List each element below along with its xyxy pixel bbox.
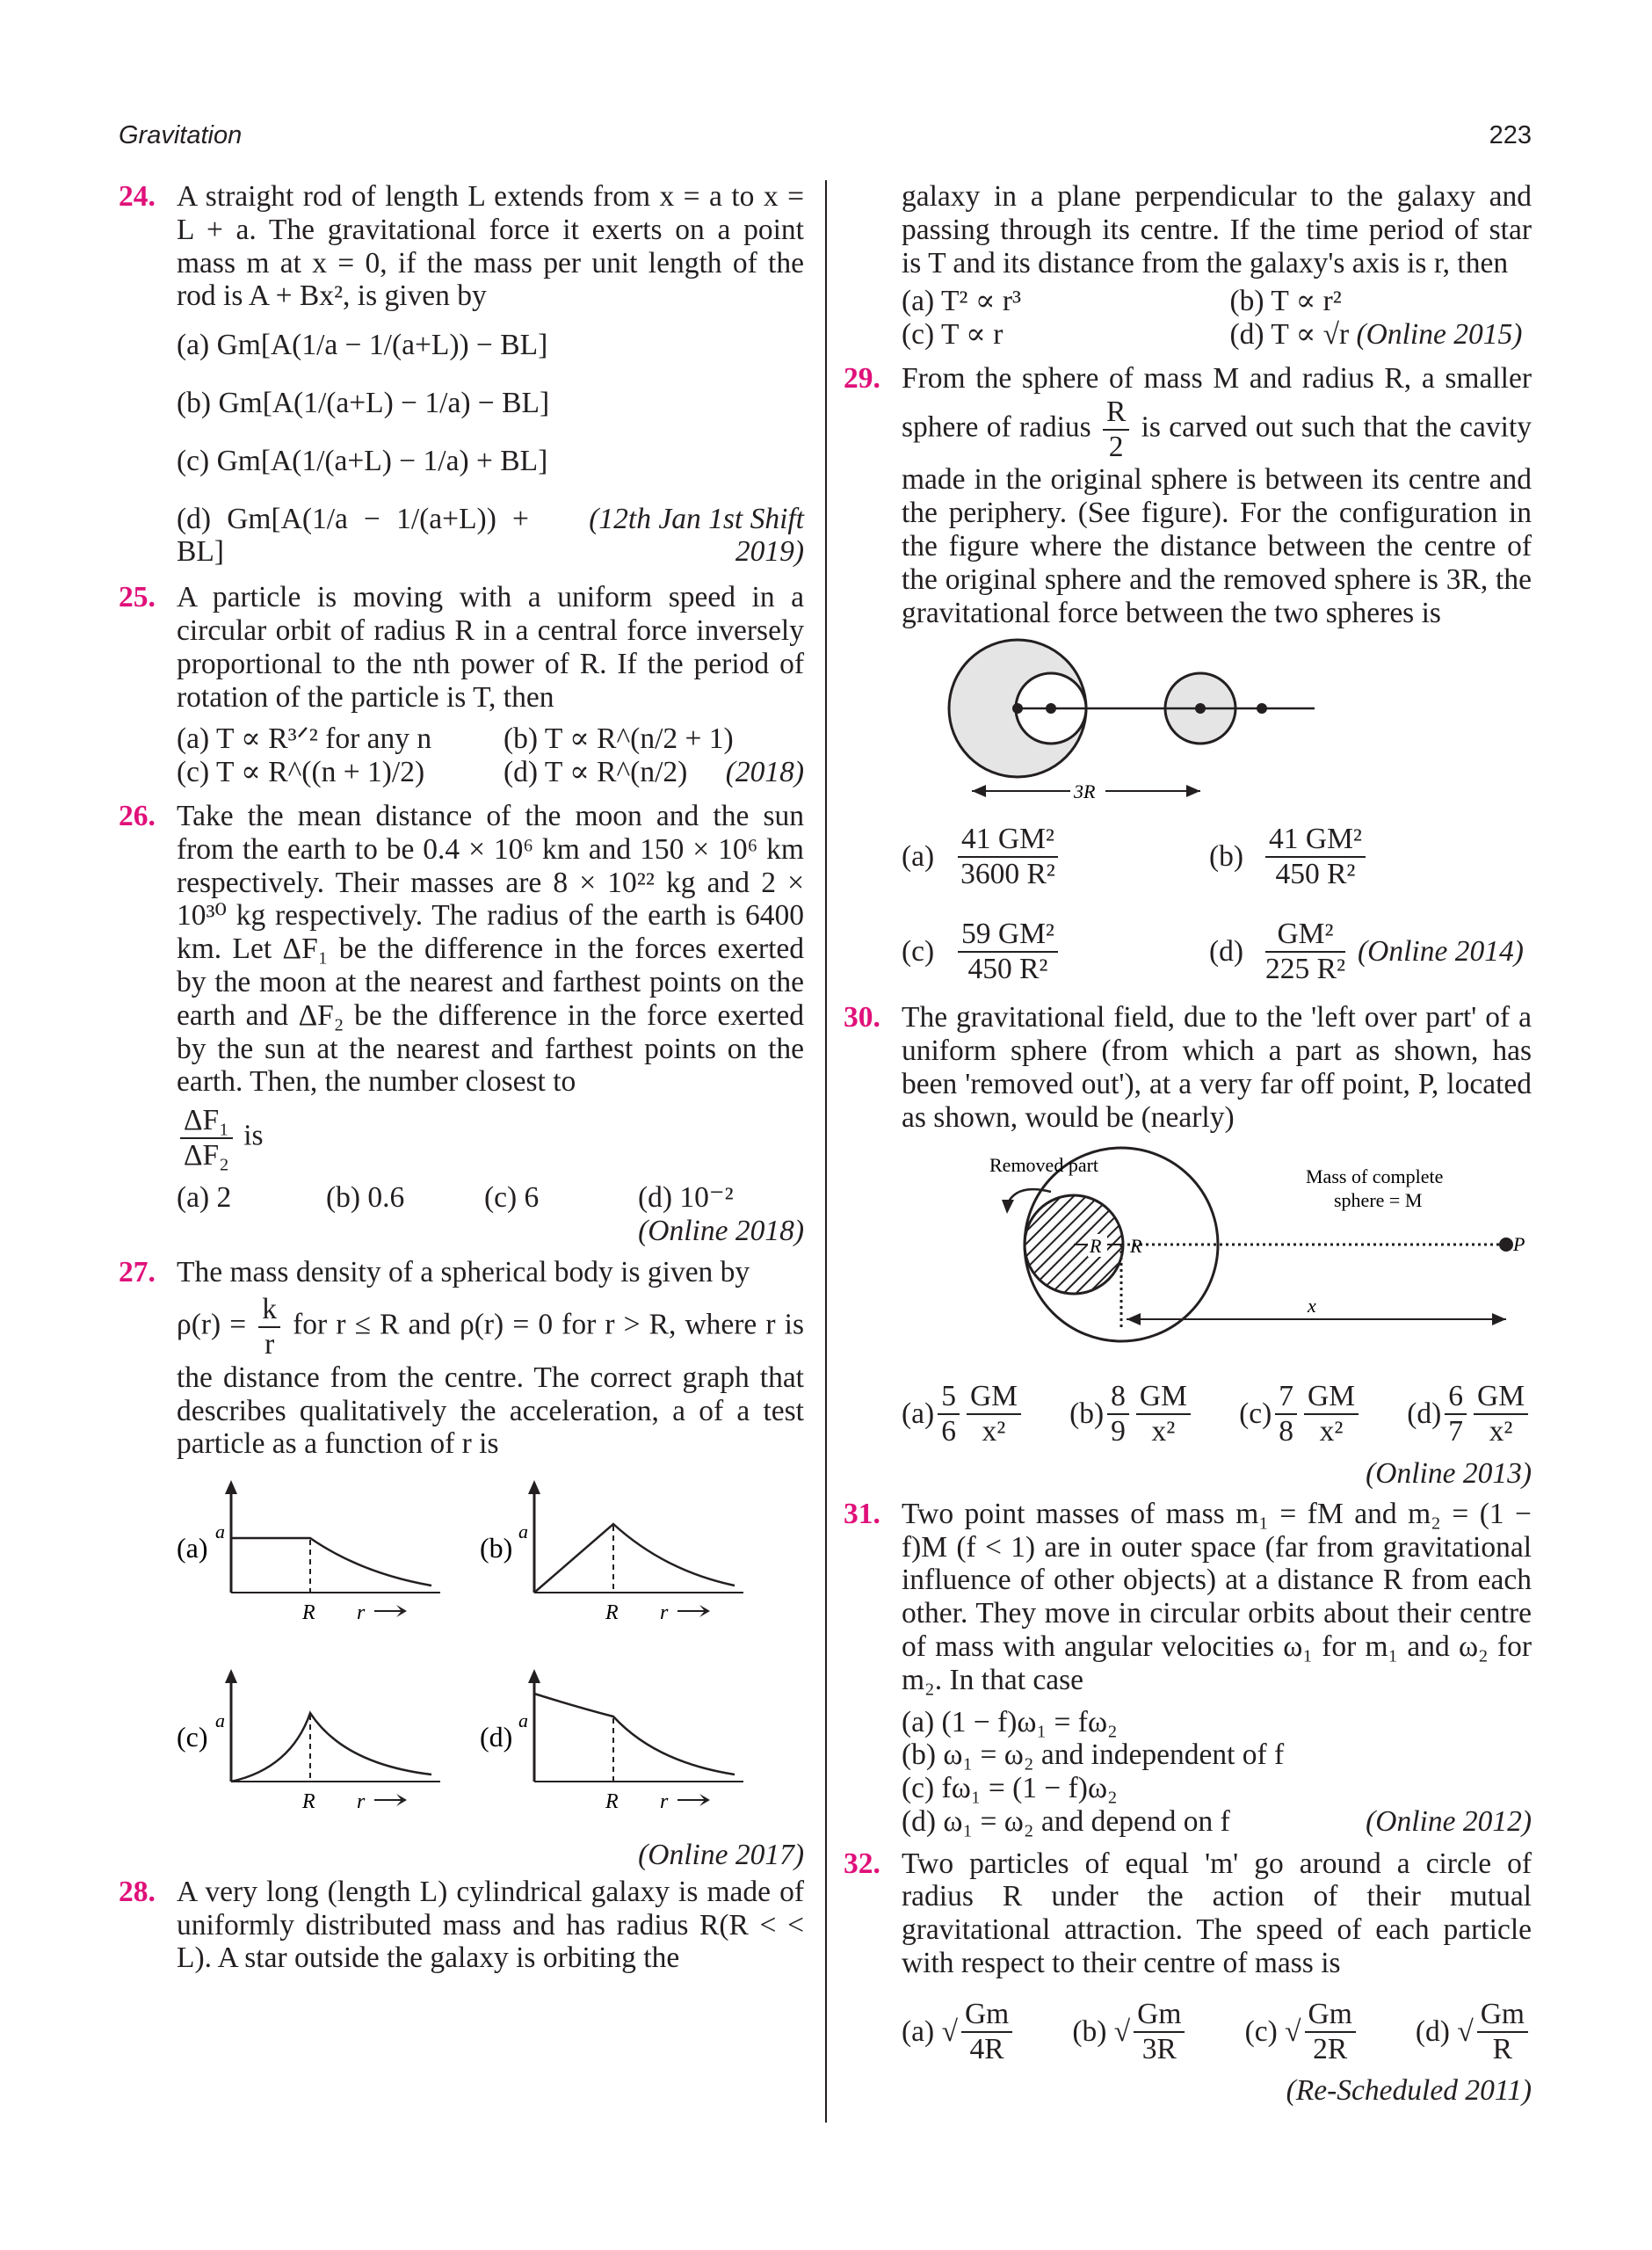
q26-source: (Online 2018): [638, 1214, 804, 1247]
q26-options: [119, 1181, 804, 1248]
q26-option-c[interactable]: (c) 6: [484, 1180, 540, 1214]
question-27: [119, 1256, 804, 1461]
question-number: 30.: [844, 1001, 880, 1034]
svg-text:(a): (a): [177, 1532, 208, 1564]
svg-text:x: x: [1308, 1294, 1316, 1317]
q31-option-d-row: [902, 1805, 1532, 1839]
q29-figure: [844, 638, 1532, 809]
removed-part-diagram: [902, 1143, 1532, 1359]
question-number: 31.: [844, 1497, 880, 1530]
q25-option-b[interactable]: (b) T ∝ R^(n/2 + 1): [504, 722, 734, 756]
question-text: From the sphere of mass M and radius R, a smaller sphere of radius $\frac{R}{2}$ is carved out such that the cavity made in the original sphere is between its centre and the periphery. (See figure). For the configuration in the figure where the distance between the centre of the original sphere and the removed sphere is 3R, the gravitational force between the two spheres is: [902, 361, 1532, 629]
q31-option-c[interactable]: (c) fω₁ = (1 − f)ω₂: [902, 1772, 1118, 1805]
q24-source: (12th Jan 1st Shift 2019): [589, 502, 804, 569]
question-number: 28.: [119, 1875, 156, 1908]
q31-options: [844, 1706, 1532, 1839]
q30-option-a[interactable]: (a) $\frac{5}{6}$ $\frac{GM}{\text{x²}}$: [902, 1380, 1025, 1448]
q30-option-b[interactable]: (b) $\frac{8}{9}$ $\frac{GM}{\text{x²}}$: [1069, 1380, 1194, 1448]
q29-option-a[interactable]: (a) $\frac{\text{41 GM²}}{\text{3600 R²}}$: [902, 823, 1209, 891]
svg-text:r: r: [660, 1601, 669, 1625]
q25-option-a[interactable]: (a) T ∝ R³ᐟ² for any n: [177, 722, 432, 756]
cavity-sphere-diagram: [902, 638, 1532, 801]
svg-text:r: r: [357, 1601, 366, 1625]
question-number: 32.: [844, 1847, 880, 1880]
question-31: [844, 1498, 1532, 1697]
q27-graph-c[interactable]: [177, 1669, 440, 1813]
svg-text:R: R: [605, 1601, 619, 1625]
question-text: The mass density of a spherical body is given by: [177, 1256, 750, 1289]
svg-text:R: R: [605, 1790, 619, 1814]
q32-source: (Re-Scheduled 2011): [1286, 2074, 1532, 2108]
svg-text:a: a: [215, 1709, 225, 1732]
column-divider: [825, 180, 827, 2123]
question-32: [844, 1847, 1532, 1980]
question-number: 29.: [844, 361, 880, 395]
question-text: A straight rod of length L extends from x = a to x = L + a. The gravitational force it exerts on a point mass m at x = 0, if the mass per unit length of the rod is A + Bx², is given by: [177, 180, 804, 313]
q24-option-d[interactable]: (d) Gm[A(1/a − 1/(a+L)) + BL] (12th Jan 1st Shift 2019): [177, 502, 804, 569]
svg-text:sphere = M: sphere = M: [1334, 1188, 1423, 1211]
q29-options: [844, 814, 1532, 994]
q30-source: (Online 2013): [1366, 1456, 1532, 1490]
svg-text:Mass of complete: Mass of complete: [1306, 1165, 1444, 1187]
q27-graph-a[interactable]: [177, 1480, 440, 1624]
svg-text:R: R: [302, 1790, 315, 1814]
q24-option-a[interactable]: (a) Gm[A(1/a − 1/(a+L)) − BL]: [177, 329, 548, 362]
q27-graph-d[interactable]: [480, 1669, 743, 1813]
q26-option-a[interactable]: (a) 2: [177, 1180, 232, 1214]
q24-option-c[interactable]: (c) Gm[A(1/(a+L) − 1/a) + BL]: [177, 444, 548, 477]
q28-option-b[interactable]: (b) T ∝ r²: [1229, 285, 1342, 318]
svg-text:(c): (c): [177, 1721, 208, 1753]
q25-option-c[interactable]: (c) T ∝ R^((n + 1)/2): [177, 756, 425, 789]
sqrt-icon: √: [1457, 2014, 1474, 2048]
page-number: 223: [1489, 121, 1532, 149]
chapter-title: Gravitation: [119, 121, 243, 149]
q27-source: (Online 2017): [638, 1839, 804, 1872]
q28-option-a[interactable]: (a) T² ∝ r³: [902, 285, 1022, 318]
q28-option-d[interactable]: (d) T ∝ √r: [1229, 318, 1350, 352]
q31-option-b[interactable]: (b) ω₁ = ω₂ and independent of f: [902, 1738, 1285, 1772]
q32-option-b[interactable]: (b) √ $\frac{Gm}{3R}$: [1072, 1998, 1188, 2066]
q30-figure: [844, 1143, 1532, 1367]
left-column: [119, 180, 804, 1984]
q32-options: [844, 1989, 1532, 2108]
question-26: [119, 800, 804, 1172]
svg-text:R: R: [1130, 1234, 1142, 1257]
q26-ratio: $\frac{\text{ΔF₁}}{\text{ΔF₂}}$ is: [177, 1104, 804, 1172]
q26-option-d[interactable]: (d) 10⁻²: [638, 1180, 734, 1214]
question-text: Two particles of equal 'm' go around a circle of radius R under the action of their mutual gravitational attraction. The speed of each particle with respect to their centre of mass is: [902, 1847, 1532, 1980]
q27-density: ρ(r) = $\frac{k}{r}$ for r ≤ R and ρ(r) = 0 for r > R, where r is the distance from the centre. The correct graph that describes qualitatively the acceleration, a of a test particle as a function of r is: [177, 1293, 804, 1461]
question-text: A very long (length L) cylindrical galaxy is made of uniformly distributed mass and has radius R(R < < L). A star outside the galaxy is orbiting the: [177, 1875, 804, 1975]
svg-text:r: r: [357, 1790, 366, 1814]
question-number: 26.: [119, 799, 156, 832]
svg-text:a: a: [518, 1709, 528, 1732]
q28-option-d-row: [1230, 318, 1532, 352]
question-28: [119, 1876, 804, 1975]
svg-text:a: a: [518, 1521, 528, 1543]
q29-source: (Online 2014): [1358, 934, 1524, 968]
q27-graph-b[interactable]: [480, 1480, 743, 1624]
q28-continued: galaxy in a plane perpendicular to the galaxy and passing through its centre. If the time period of star is T and its distance from the galaxy's axis is r, then: [902, 180, 1532, 279]
q28-option-c[interactable]: (c) T ∝ r: [902, 318, 1004, 352]
q25-options: [119, 722, 804, 789]
question-number: 25.: [119, 581, 156, 614]
sqrt-icon: √: [941, 2014, 958, 2048]
question-29: [844, 362, 1532, 629]
svg-text:Removed part: Removed part: [989, 1153, 1099, 1176]
question-number: 24.: [119, 180, 156, 213]
q32-option-c[interactable]: (c) √ $\frac{Gm}{2R}$: [1245, 1998, 1359, 2066]
svg-text:P: P: [1513, 1232, 1525, 1255]
q29-option-d[interactable]: (d) $\frac{\text{GM²}}{\text{225 R²}}$ (Online 2014): [1209, 917, 1524, 985]
q32-option-d[interactable]: (d) √ $\frac{Gm}{R}$: [1416, 1998, 1532, 2066]
question-number: 27.: [119, 1256, 156, 1289]
question-25: [119, 581, 804, 714]
q31-option-a[interactable]: (a) (1 − f)ω₁ = fω₂: [902, 1705, 1118, 1738]
sqrt-icon: √: [1113, 2014, 1131, 2048]
q27-graph-set: [177, 1470, 804, 1839]
svg-text:(d): (d): [480, 1721, 513, 1753]
svg-text:3R: 3R: [1074, 780, 1096, 802]
ratio-fraction: $\frac{\text{ΔF₁}}{\text{ΔF₂}}$: [180, 1104, 233, 1172]
q31-option-d[interactable]: (d) ω₁ = ω₂ and depend on f: [902, 1804, 1230, 1838]
svg-text:R: R: [1090, 1234, 1102, 1257]
q25-source: (2018): [725, 756, 804, 789]
q32-option-a[interactable]: (a) √ $\frac{Gm}{4R}$: [902, 1998, 1016, 2066]
q29-option-c[interactable]: (c) $\frac{\text{59 GM²}}{\text{450 R²}}$: [902, 918, 1209, 986]
q31-source: (Online 2012): [1366, 1804, 1532, 1838]
q25-option-d-row: [504, 756, 804, 789]
question-text: Two point masses of mass m₁ = fM and m₂ = (1 − f)M (f < 1) are in outer space (far from gravitational influence of other objects) at a distance R from each other. They move in circular orbits about their centre of mass with angular velocities ω₁ for m₁ and ω₂ for m₂. In that case: [902, 1497, 1532, 1696]
q28-options: [844, 285, 1532, 352]
question-text: Take the mean distance of the moon and the sun from the earth to be 0.4 × 10⁶ km and 150 × 10⁶ km respectively. Their masses are 8 × 10²² kg and 2 × 10³⁰ kg respectively. The radius of the earth is 6400 km. Let ΔF₁ be the difference in the forces exerted by the moon at the nearest and farthest points on the earth and ΔF₂ be the difference in the force exerted by the sun at the nearest and farthest points on the earth. Then, the number closest to: [177, 799, 804, 1099]
svg-text:(b): (b): [480, 1532, 513, 1564]
question-text: The gravitational field, due to the 'left over part' of a uniform sphere (from which a part as shown, has been 'removed out'), at a very far off point, P, located as shown, would be (nearly): [902, 1001, 1532, 1134]
svg-text:r: r: [660, 1790, 669, 1814]
q26-option-b[interactable]: (b) 0.6: [326, 1180, 405, 1214]
question-text: A particle is moving with a uniform speed in a circular orbit of radius R in a central force inversely proportional to the nth power of R. If the period of rotation of the particle is T, then: [177, 581, 804, 714]
q30-options: [844, 1371, 1532, 1490]
right-column: [844, 180, 1532, 2108]
q27-graphs: [119, 1470, 804, 1839]
q29-option-b[interactable]: (b) $\frac{\text{41 GM²}}{\text{450 R²}}$: [1209, 823, 1532, 891]
sqrt-icon: √: [1285, 2014, 1301, 2048]
q24-options: [119, 329, 804, 569]
q30-option-c[interactable]: (c) $\frac{7}{8}$ $\frac{GM}{\text{x²}}$: [1239, 1380, 1362, 1448]
question-24: [119, 180, 804, 313]
question-30: [844, 1001, 1532, 1134]
q28-source: (Online 2015): [1356, 318, 1523, 352]
q30-option-d[interactable]: (d) $\frac{6}{7}$ $\frac{GM}{\text{x²}}$: [1407, 1380, 1532, 1448]
q25-option-d[interactable]: (d) T ∝ R^(n/2): [504, 756, 688, 789]
svg-text:R: R: [302, 1601, 315, 1625]
q24-option-b[interactable]: (b) Gm[A(1/(a+L) − 1/a) − BL]: [177, 386, 550, 419]
svg-text:a: a: [215, 1521, 225, 1543]
